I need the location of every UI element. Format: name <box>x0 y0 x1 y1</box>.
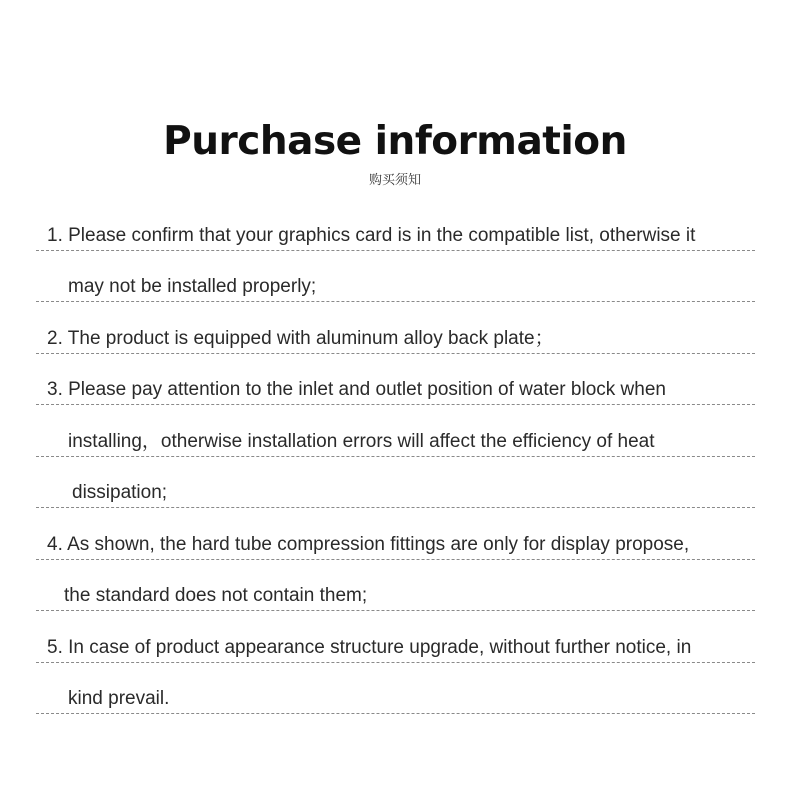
note-line <box>36 579 755 611</box>
note-3-text-final: dissipation; <box>72 482 168 503</box>
note-5-text: 5. In case of product appearance structure upgrade, without further notice, in <box>47 637 692 658</box>
note-line <box>36 373 755 405</box>
note-4-text: 4. As shown, the hard tube compression fittings are only for display propose, <box>47 534 690 555</box>
note-5-text-continued: kind prevail. <box>68 688 170 709</box>
note-4-text-continued: the standard does not contain them; <box>64 585 368 606</box>
page-subtitle: 购买须知 <box>368 173 421 188</box>
note-line <box>36 631 755 663</box>
note-1-text-continued: may not be installed properly; <box>68 276 317 297</box>
note-3-text: 3. Please pay attention to the inlet and outlet position of water block when <box>47 379 666 400</box>
note-line <box>36 476 755 508</box>
note-line <box>36 322 755 354</box>
page-title: Purchase information <box>163 119 627 164</box>
note-line <box>36 425 755 457</box>
note-line <box>36 219 755 251</box>
note-line <box>36 270 755 302</box>
note-2-text: 2. The product is equipped with aluminum alloy back plate； <box>47 328 554 349</box>
note-line <box>36 528 755 560</box>
note-line <box>36 682 755 714</box>
note-3-text-continued: installing，otherwise installation errors will affect the efficiency of heat <box>68 431 655 452</box>
note-1-text: 1. Please confirm that your graphics card is in the compatible list, otherwise it <box>47 225 696 246</box>
